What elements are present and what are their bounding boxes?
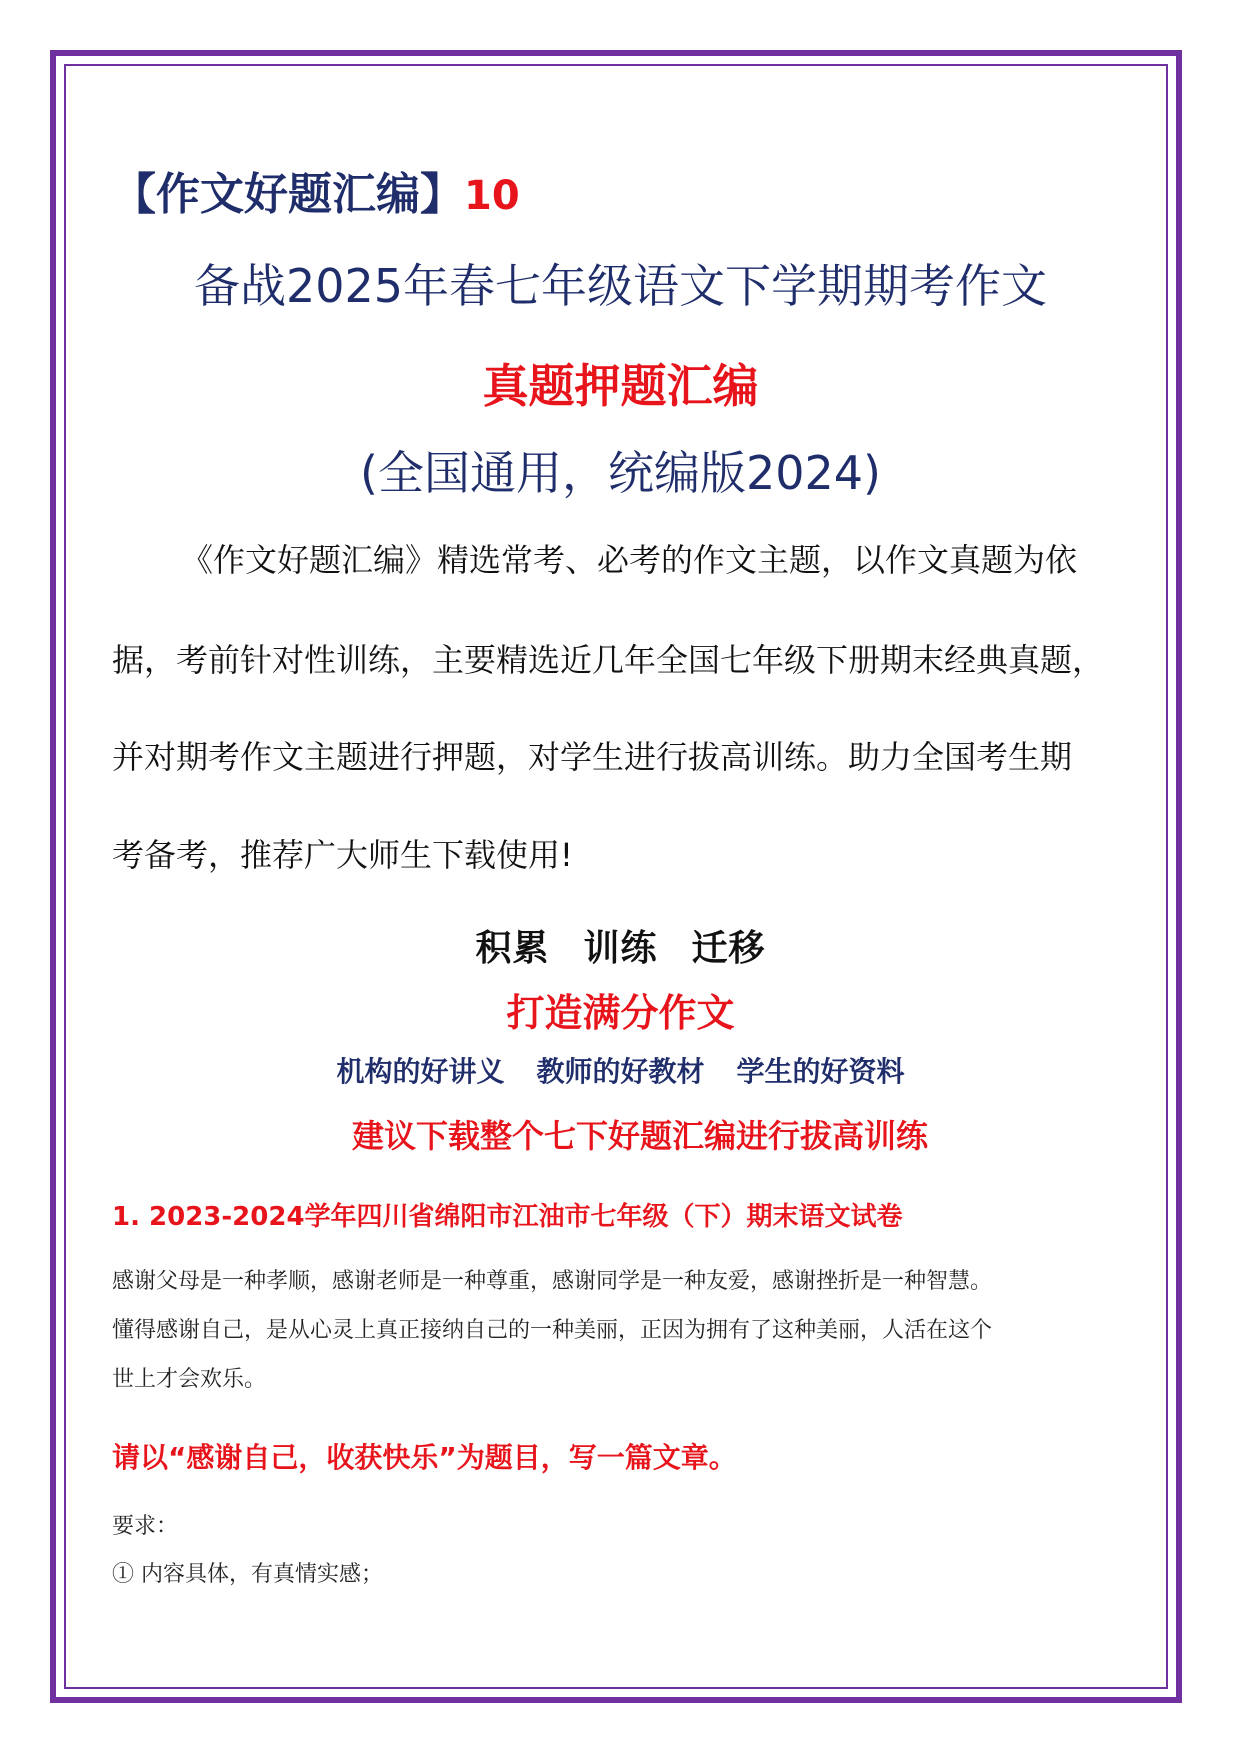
- audiences-line: [0, 1050, 1241, 1090]
- question-title: 1. 2023-2024学年四川省绵阳市江油市七年级（下）期末语文试卷: [112, 1202, 903, 1232]
- intro-line: 《作文好题汇编》精选常考、必考的作文主题，以作文真题为依: [181, 541, 1078, 579]
- question-body-line: 感谢父母是一种孝顺，感谢老师是一种尊重，感谢同学是一种友爱，感谢挫折是一种智慧。: [112, 1269, 993, 1294]
- requirements-label: 要求：: [112, 1514, 179, 1539]
- main-title: 备战2025年春七年级语文下学期期考作文: [193, 259, 1048, 313]
- essay-prompt: 请以“感谢自己，收获快乐”为题目，写一篇文章。: [112, 1441, 737, 1474]
- intro-line: 据，考前针对性训练，主要精选近几年全国七年级下册期末经典真题，: [112, 641, 1105, 679]
- keyword: 迁移: [691, 928, 766, 969]
- series-number: 10: [464, 173, 520, 219]
- audience: 教师的好教材: [536, 1055, 705, 1088]
- audience: 机构的好讲义: [336, 1055, 505, 1088]
- series-title: [112, 158, 520, 222]
- question-body-line: 世上才会欢乐。: [112, 1367, 267, 1392]
- keyword: 积累: [475, 928, 550, 969]
- requirement-item: ① 内容具体，有真情实感；: [112, 1562, 383, 1587]
- goal-line: 打造满分作文: [506, 991, 735, 1035]
- question-body-line: 懂得感谢自己，是从心灵上真正接纳自己的一种美丽，正因为拥有了这种美丽，人活在这个: [112, 1318, 993, 1343]
- edition-note: (全国通用，统编版2024): [360, 446, 881, 500]
- sub-title: 真题押题汇编: [482, 359, 759, 413]
- keyword: 训练: [583, 928, 658, 969]
- download-advice: 建议下载整个七下好题汇编进行拔高训练: [352, 1117, 929, 1155]
- intro-line: 考备考，推荐广大师生下载使用!: [112, 836, 573, 874]
- intro-line: 并对期考作文主题进行押题，对学生进行拔高训练。助力全国考生期: [112, 738, 1073, 776]
- series-title-text: 【作文好题汇编】: [112, 169, 464, 220]
- keywords-line: [0, 920, 1241, 971]
- audience: 学生的好资料: [736, 1055, 905, 1088]
